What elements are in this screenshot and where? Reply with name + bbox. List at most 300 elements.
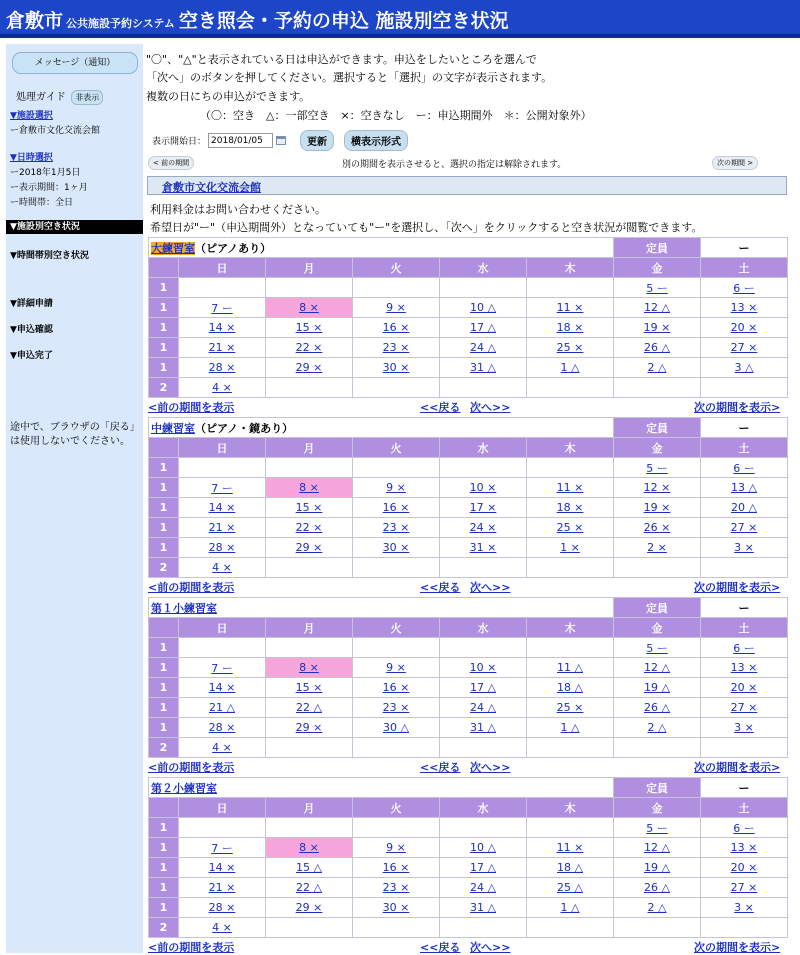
day-availability-link[interactable]: 13 × bbox=[730, 301, 758, 314]
day-cell[interactable] bbox=[614, 818, 701, 838]
day-cell[interactable] bbox=[179, 698, 266, 718]
day-availability-link[interactable]: 3 × bbox=[734, 901, 754, 914]
day-cell[interactable] bbox=[440, 478, 527, 498]
day-availability-link[interactable]: 24 △ bbox=[470, 881, 496, 894]
day-cell[interactable] bbox=[353, 478, 440, 498]
horizontal-view-button[interactable]: 横表示形式 bbox=[344, 130, 408, 151]
day-cell[interactable] bbox=[440, 658, 527, 678]
day-availability-link[interactable]: 1 △ bbox=[560, 361, 580, 374]
availability-legend: （〇：空き △：一部空き ×：空きなし ー：申込期間外 ＊：公開対象外） bbox=[200, 109, 592, 122]
day-availability-link[interactable]: 9 × bbox=[386, 301, 406, 314]
day-cell[interactable] bbox=[179, 838, 266, 858]
day-cell[interactable] bbox=[701, 358, 788, 378]
room-name-link[interactable]: 大練習室 bbox=[151, 241, 195, 255]
day-cell[interactable] bbox=[701, 458, 788, 478]
empty-cell bbox=[701, 918, 788, 938]
day-availability-link[interactable]: 20 × bbox=[730, 861, 758, 874]
back-link[interactable]: <<戻る bbox=[420, 581, 461, 594]
day-availability-link[interactable]: 10 △ bbox=[470, 301, 496, 314]
day-availability-link[interactable]: 25 × bbox=[556, 521, 584, 534]
day-cell[interactable] bbox=[614, 658, 701, 678]
day-cell[interactable] bbox=[179, 738, 266, 758]
weekday-header: 火 bbox=[353, 798, 440, 818]
calendar-icon[interactable] bbox=[276, 136, 286, 145]
room-calendar bbox=[148, 777, 788, 954]
day-cell[interactable] bbox=[266, 658, 353, 678]
day-cell[interactable] bbox=[614, 678, 701, 698]
day-availability-link[interactable]: 16 × bbox=[382, 321, 410, 334]
day-cell[interactable] bbox=[440, 358, 527, 378]
day-availability-link[interactable]: 16 × bbox=[382, 861, 410, 874]
day-availability-link[interactable]: 15 × bbox=[295, 501, 323, 514]
day-cell[interactable] bbox=[353, 698, 440, 718]
weekday-header: 火 bbox=[353, 618, 440, 638]
next-period-link[interactable]: 次の期間を表示> bbox=[694, 401, 781, 414]
day-availability-link[interactable]: 19 △ bbox=[644, 681, 670, 694]
day-availability-link[interactable]: 6 ー bbox=[733, 641, 755, 655]
sidebar-link-date-select[interactable]: ▼日時選択 bbox=[10, 153, 53, 163]
day-cell[interactable] bbox=[266, 358, 353, 378]
day-cell[interactable] bbox=[266, 698, 353, 718]
day-availability-link[interactable]: 6 ー bbox=[733, 821, 755, 835]
prev-period-link[interactable]: <前の期間を表示 bbox=[148, 761, 235, 774]
day-cell[interactable] bbox=[701, 318, 788, 338]
day-availability-link[interactable]: 1 × bbox=[560, 541, 580, 554]
day-availability-link[interactable]: 2 △ bbox=[647, 721, 667, 734]
empty-cell bbox=[266, 638, 353, 658]
day-availability-link[interactable]: 28 × bbox=[208, 541, 236, 554]
day-cell[interactable] bbox=[266, 298, 353, 318]
week-row bbox=[149, 878, 788, 898]
day-availability-link[interactable]: 27 × bbox=[730, 521, 758, 534]
day-availability-link[interactable]: 12 △ bbox=[644, 841, 670, 854]
day-cell[interactable] bbox=[353, 338, 440, 358]
start-date-input[interactable] bbox=[208, 133, 273, 148]
day-cell[interactable] bbox=[527, 538, 614, 558]
day-cell[interactable] bbox=[266, 838, 353, 858]
day-availability-link[interactable]: 17 × bbox=[469, 501, 497, 514]
day-availability-link[interactable]: 22 × bbox=[295, 341, 323, 354]
day-availability-link[interactable]: 12 △ bbox=[644, 661, 670, 674]
day-cell[interactable] bbox=[701, 498, 788, 518]
day-availability-link[interactable]: 4 × bbox=[212, 921, 232, 934]
day-cell[interactable] bbox=[179, 298, 266, 318]
back-link[interactable]: <<戻る bbox=[420, 761, 461, 774]
day-availability-link[interactable]: 5 ー bbox=[646, 641, 668, 655]
day-cell[interactable] bbox=[701, 538, 788, 558]
day-availability-link[interactable]: 21 × bbox=[208, 341, 236, 354]
day-cell[interactable] bbox=[353, 318, 440, 338]
fee-notice: 利用料金はお問い合わせください。 bbox=[150, 203, 326, 216]
day-cell[interactable] bbox=[266, 538, 353, 558]
day-cell[interactable] bbox=[614, 458, 701, 478]
day-availability-link[interactable]: 2 × bbox=[647, 541, 667, 554]
day-availability-link[interactable]: 13 × bbox=[730, 661, 758, 674]
day-availability-link[interactable]: 8 × bbox=[299, 841, 319, 854]
day-availability-link[interactable]: 11 × bbox=[556, 301, 584, 314]
day-availability-link[interactable]: 6 ー bbox=[733, 281, 755, 295]
day-availability-link[interactable]: 20 × bbox=[730, 681, 758, 694]
day-cell[interactable] bbox=[527, 478, 614, 498]
day-availability-link[interactable]: 18 × bbox=[556, 501, 584, 514]
day-availability-link[interactable]: 13 × bbox=[730, 841, 758, 854]
day-availability-link[interactable]: 22 △ bbox=[296, 881, 322, 894]
day-availability-link[interactable]: 10 △ bbox=[470, 841, 496, 854]
room-name-link[interactable]: 中練習室 bbox=[151, 421, 195, 435]
day-availability-link[interactable]: 28 × bbox=[208, 361, 236, 374]
week-count: 1 bbox=[149, 698, 179, 718]
back-link[interactable]: <<戻る bbox=[420, 941, 461, 954]
back-link[interactable]: <<戻る bbox=[420, 401, 461, 414]
day-cell[interactable] bbox=[440, 298, 527, 318]
day-cell[interactable] bbox=[527, 318, 614, 338]
next-period-link[interactable]: 次の期間を表示> bbox=[694, 761, 781, 774]
day-cell[interactable] bbox=[266, 678, 353, 698]
day-cell[interactable] bbox=[179, 858, 266, 878]
day-availability-link[interactable]: 27 × bbox=[730, 341, 758, 354]
day-availability-link[interactable]: 27 × bbox=[730, 881, 758, 894]
day-availability-link[interactable]: 25 △ bbox=[557, 881, 583, 894]
room-name-link[interactable]: 第２小練習室 bbox=[151, 781, 217, 795]
day-cell[interactable] bbox=[440, 858, 527, 878]
day-availability-link[interactable]: 2 △ bbox=[647, 361, 667, 374]
day-cell[interactable] bbox=[527, 678, 614, 698]
day-availability-link[interactable]: 28 × bbox=[208, 901, 236, 914]
day-availability-link[interactable]: 17 △ bbox=[470, 681, 496, 694]
day-cell[interactable] bbox=[440, 318, 527, 338]
day-cell[interactable] bbox=[440, 498, 527, 518]
day-availability-link[interactable]: 7 ー bbox=[211, 661, 233, 675]
day-availability-link[interactable]: 26 △ bbox=[644, 881, 670, 894]
day-availability-link[interactable]: 16 × bbox=[382, 501, 410, 514]
day-availability-link[interactable]: 19 × bbox=[643, 501, 671, 514]
next-period-link[interactable]: 次の期間を表示> bbox=[694, 941, 781, 954]
day-cell[interactable] bbox=[353, 358, 440, 378]
day-cell[interactable] bbox=[179, 318, 266, 338]
day-availability-link[interactable]: 25 × bbox=[556, 701, 584, 714]
day-availability-link[interactable]: 10 × bbox=[469, 481, 497, 494]
day-availability-link[interactable]: 30 × bbox=[382, 361, 410, 374]
day-cell[interactable] bbox=[701, 278, 788, 298]
day-availability-link[interactable]: 3 × bbox=[734, 541, 754, 554]
day-availability-link[interactable]: 11 △ bbox=[557, 661, 583, 674]
day-availability-link[interactable]: 7 ー bbox=[211, 481, 233, 495]
day-cell[interactable] bbox=[701, 638, 788, 658]
day-cell[interactable] bbox=[353, 838, 440, 858]
day-cell[interactable] bbox=[179, 658, 266, 678]
day-availability-link[interactable]: 29 × bbox=[295, 361, 323, 374]
day-availability-link[interactable]: 31 △ bbox=[470, 721, 496, 734]
day-cell[interactable] bbox=[527, 498, 614, 518]
next-link[interactable]: 次へ>> bbox=[470, 581, 511, 594]
day-availability-link[interactable]: 18 △ bbox=[557, 861, 583, 874]
day-availability-link[interactable]: 6 ー bbox=[733, 461, 755, 475]
day-cell[interactable] bbox=[701, 818, 788, 838]
day-cell[interactable] bbox=[527, 658, 614, 678]
day-availability-link[interactable]: 30 × bbox=[382, 901, 410, 914]
day-cell[interactable] bbox=[179, 478, 266, 498]
day-availability-link[interactable]: 7 ー bbox=[211, 841, 233, 855]
day-cell[interactable] bbox=[614, 838, 701, 858]
day-availability-link[interactable]: 5 ー bbox=[646, 461, 668, 475]
day-cell[interactable] bbox=[266, 718, 353, 738]
day-cell[interactable] bbox=[701, 658, 788, 678]
day-availability-link[interactable]: 31 × bbox=[469, 541, 497, 554]
day-cell[interactable] bbox=[614, 478, 701, 498]
update-button[interactable]: 更新 bbox=[300, 130, 334, 151]
day-cell[interactable] bbox=[701, 858, 788, 878]
day-availability-link[interactable]: 5 ー bbox=[646, 281, 668, 295]
day-availability-link[interactable]: 23 × bbox=[382, 521, 410, 534]
day-availability-link[interactable]: 26 △ bbox=[644, 341, 670, 354]
day-cell[interactable] bbox=[614, 358, 701, 378]
day-availability-link[interactable]: 1 △ bbox=[560, 901, 580, 914]
day-cell[interactable] bbox=[179, 378, 266, 398]
day-availability-link[interactable]: 10 × bbox=[469, 661, 497, 674]
day-cell[interactable] bbox=[701, 698, 788, 718]
day-cell[interactable] bbox=[440, 898, 527, 918]
week-row bbox=[149, 558, 788, 578]
day-availability-link[interactable]: 30 × bbox=[382, 541, 410, 554]
prev-period-link[interactable]: <前の期間を表示 bbox=[148, 941, 235, 954]
day-cell[interactable] bbox=[614, 338, 701, 358]
day-availability-link[interactable]: 14 × bbox=[208, 501, 236, 514]
day-cell[interactable] bbox=[353, 858, 440, 878]
day-cell[interactable] bbox=[179, 518, 266, 538]
day-cell[interactable] bbox=[440, 338, 527, 358]
day-cell[interactable] bbox=[527, 358, 614, 378]
day-availability-link[interactable]: 26 × bbox=[643, 521, 671, 534]
day-cell[interactable] bbox=[353, 878, 440, 898]
day-cell[interactable] bbox=[527, 718, 614, 738]
day-availability-link[interactable]: 25 × bbox=[556, 341, 584, 354]
prev-period-link[interactable]: <前の期間を表示 bbox=[148, 401, 235, 414]
day-cell[interactable] bbox=[527, 878, 614, 898]
day-cell[interactable] bbox=[527, 338, 614, 358]
day-cell[interactable] bbox=[527, 898, 614, 918]
day-cell[interactable] bbox=[266, 878, 353, 898]
day-availability-link[interactable]: 9 × bbox=[386, 661, 406, 674]
room-name-link[interactable]: 第１小練習室 bbox=[151, 601, 217, 615]
day-cell[interactable] bbox=[266, 478, 353, 498]
day-availability-link[interactable]: 3 △ bbox=[734, 361, 754, 374]
next-link[interactable]: 次へ>> bbox=[470, 941, 511, 954]
day-availability-link[interactable]: 1 △ bbox=[560, 721, 580, 734]
day-availability-link[interactable]: 17 △ bbox=[470, 321, 496, 334]
day-availability-link[interactable]: 20 × bbox=[730, 321, 758, 334]
day-availability-link[interactable]: 28 × bbox=[208, 721, 236, 734]
day-availability-link[interactable]: 12 △ bbox=[644, 301, 670, 314]
day-cell[interactable] bbox=[179, 358, 266, 378]
day-availability-link[interactable]: 30 △ bbox=[383, 721, 409, 734]
day-cell[interactable] bbox=[353, 498, 440, 518]
day-availability-link[interactable]: 23 × bbox=[382, 701, 410, 714]
day-cell[interactable] bbox=[701, 298, 788, 318]
day-cell[interactable] bbox=[179, 678, 266, 698]
day-availability-link[interactable]: 12 × bbox=[643, 481, 671, 494]
day-availability-link[interactable]: 21 × bbox=[208, 881, 236, 894]
day-availability-link[interactable]: 4 × bbox=[212, 741, 232, 754]
day-availability-link[interactable]: 11 × bbox=[556, 841, 584, 854]
day-cell[interactable] bbox=[353, 538, 440, 558]
day-availability-link[interactable]: 22 △ bbox=[296, 701, 322, 714]
day-availability-link[interactable]: 11 × bbox=[556, 481, 584, 494]
day-cell[interactable] bbox=[527, 838, 614, 858]
day-cell[interactable] bbox=[353, 718, 440, 738]
room-navigation bbox=[148, 578, 788, 594]
day-cell[interactable] bbox=[440, 698, 527, 718]
day-cell[interactable] bbox=[179, 918, 266, 938]
day-cell[interactable] bbox=[179, 498, 266, 518]
day-availability-link[interactable]: 26 △ bbox=[644, 701, 670, 714]
day-cell[interactable] bbox=[266, 518, 353, 538]
day-cell[interactable] bbox=[179, 338, 266, 358]
day-availability-link[interactable]: 14 × bbox=[208, 681, 236, 694]
day-availability-link[interactable]: 15 × bbox=[295, 321, 323, 334]
day-cell[interactable] bbox=[179, 718, 266, 738]
day-cell[interactable] bbox=[266, 498, 353, 518]
day-availability-link[interactable]: 9 × bbox=[386, 841, 406, 854]
day-cell[interactable] bbox=[353, 518, 440, 538]
day-availability-link[interactable]: 15 × bbox=[295, 681, 323, 694]
day-cell[interactable] bbox=[179, 538, 266, 558]
day-cell[interactable] bbox=[527, 698, 614, 718]
header-city: 倉敷市 bbox=[6, 10, 64, 32]
day-availability-link[interactable]: 2 △ bbox=[647, 901, 667, 914]
day-availability-link[interactable]: 29 × bbox=[295, 541, 323, 554]
day-availability-link[interactable]: 24 △ bbox=[470, 701, 496, 714]
day-cell[interactable] bbox=[440, 518, 527, 538]
day-availability-link[interactable]: 13 △ bbox=[731, 481, 757, 494]
prev-period-button[interactable]: < 前の期間 bbox=[148, 156, 194, 170]
day-cell[interactable] bbox=[614, 278, 701, 298]
day-availability-link[interactable]: 8 × bbox=[299, 301, 319, 314]
day-cell[interactable] bbox=[614, 858, 701, 878]
sidebar-link-facility-select[interactable]: ▼施設選択 bbox=[10, 111, 53, 121]
day-cell[interactable] bbox=[266, 858, 353, 878]
day-cell[interactable] bbox=[527, 298, 614, 318]
day-cell[interactable] bbox=[440, 538, 527, 558]
next-period-button[interactable]: 次の期間 > bbox=[712, 156, 758, 170]
day-availability-link[interactable]: 18 × bbox=[556, 321, 584, 334]
day-cell[interactable] bbox=[440, 678, 527, 698]
day-availability-link[interactable]: 14 × bbox=[208, 321, 236, 334]
day-cell[interactable] bbox=[614, 698, 701, 718]
day-availability-link[interactable]: 4 × bbox=[212, 381, 232, 394]
day-availability-link[interactable]: 23 × bbox=[382, 341, 410, 354]
day-cell[interactable] bbox=[614, 498, 701, 518]
day-cell[interactable] bbox=[266, 338, 353, 358]
day-availability-link[interactable]: 31 △ bbox=[470, 901, 496, 914]
day-availability-link[interactable]: 19 △ bbox=[644, 861, 670, 874]
day-cell[interactable] bbox=[614, 298, 701, 318]
day-cell[interactable] bbox=[701, 898, 788, 918]
message-button[interactable]: メッセージ（通知） bbox=[12, 52, 138, 74]
day-cell[interactable] bbox=[614, 538, 701, 558]
empty-cell bbox=[440, 458, 527, 478]
day-cell[interactable] bbox=[701, 838, 788, 858]
next-link[interactable]: 次へ>> bbox=[470, 401, 511, 414]
day-cell[interactable] bbox=[701, 878, 788, 898]
day-cell[interactable] bbox=[440, 878, 527, 898]
week-count: 1 bbox=[149, 498, 179, 518]
prev-period-link[interactable]: <前の期間を表示 bbox=[148, 581, 235, 594]
capacity-value: ー bbox=[701, 238, 788, 258]
day-availability-link[interactable]: 19 × bbox=[643, 321, 671, 334]
day-availability-link[interactable]: 24 △ bbox=[470, 341, 496, 354]
guide-hide-button[interactable]: 非表示 bbox=[71, 90, 103, 105]
day-availability-link[interactable]: 29 × bbox=[295, 721, 323, 734]
day-availability-link[interactable]: 27 × bbox=[730, 701, 758, 714]
day-availability-link[interactable]: 14 × bbox=[208, 861, 236, 874]
day-cell[interactable] bbox=[701, 678, 788, 698]
day-cell[interactable] bbox=[614, 718, 701, 738]
day-availability-link[interactable]: 8 × bbox=[299, 481, 319, 494]
day-cell[interactable] bbox=[179, 558, 266, 578]
day-cell[interactable] bbox=[440, 838, 527, 858]
day-availability-link[interactable]: 24 × bbox=[469, 521, 497, 534]
day-cell[interactable] bbox=[179, 878, 266, 898]
week-row bbox=[149, 678, 788, 698]
day-cell[interactable] bbox=[266, 318, 353, 338]
day-cell[interactable] bbox=[440, 718, 527, 738]
day-availability-link[interactable]: 9 × bbox=[386, 481, 406, 494]
day-availability-link[interactable]: 16 × bbox=[382, 681, 410, 694]
day-availability-link[interactable]: 8 × bbox=[299, 661, 319, 674]
day-cell[interactable] bbox=[701, 478, 788, 498]
day-cell[interactable] bbox=[353, 658, 440, 678]
day-cell[interactable] bbox=[353, 898, 440, 918]
day-cell[interactable] bbox=[353, 298, 440, 318]
day-cell[interactable] bbox=[527, 858, 614, 878]
weekday-header: 木 bbox=[527, 798, 614, 818]
room-calendar bbox=[148, 237, 788, 414]
day-availability-link[interactable]: 17 △ bbox=[470, 861, 496, 874]
day-availability-link[interactable]: 22 × bbox=[295, 521, 323, 534]
day-availability-link[interactable]: 5 ー bbox=[646, 821, 668, 835]
day-availability-link[interactable]: 31 △ bbox=[470, 361, 496, 374]
day-availability-link[interactable]: 20 △ bbox=[731, 501, 757, 514]
day-cell[interactable] bbox=[527, 518, 614, 538]
day-availability-link[interactable]: 7 ー bbox=[211, 301, 233, 315]
day-availability-link[interactable]: 15 △ bbox=[296, 861, 322, 874]
day-cell[interactable] bbox=[701, 718, 788, 738]
day-cell[interactable] bbox=[614, 898, 701, 918]
day-availability-link[interactable]: 3 × bbox=[734, 721, 754, 734]
day-availability-link[interactable]: 18 △ bbox=[557, 681, 583, 694]
day-cell[interactable] bbox=[353, 678, 440, 698]
day-cell[interactable] bbox=[701, 338, 788, 358]
weekday-header: 月 bbox=[266, 618, 353, 638]
room-navigation bbox=[148, 938, 788, 954]
next-period-link[interactable]: 次の期間を表示> bbox=[694, 581, 781, 594]
next-link[interactable]: 次へ>> bbox=[470, 761, 511, 774]
day-availability-link[interactable]: 21 △ bbox=[209, 701, 235, 714]
day-availability-link[interactable]: 4 × bbox=[212, 561, 232, 574]
day-availability-link[interactable]: 29 × bbox=[295, 901, 323, 914]
day-availability-link[interactable]: 23 × bbox=[382, 881, 410, 894]
day-cell[interactable] bbox=[266, 898, 353, 918]
day-cell[interactable] bbox=[614, 638, 701, 658]
day-availability-link[interactable]: 21 × bbox=[208, 521, 236, 534]
facility-name-link[interactable]: 倉敷市文化交流会館 bbox=[162, 181, 261, 194]
day-cell[interactable] bbox=[179, 898, 266, 918]
day-cell[interactable] bbox=[614, 318, 701, 338]
day-cell[interactable] bbox=[614, 518, 701, 538]
day-cell[interactable] bbox=[614, 878, 701, 898]
day-cell[interactable] bbox=[701, 518, 788, 538]
weekday-header: 月 bbox=[266, 438, 353, 458]
